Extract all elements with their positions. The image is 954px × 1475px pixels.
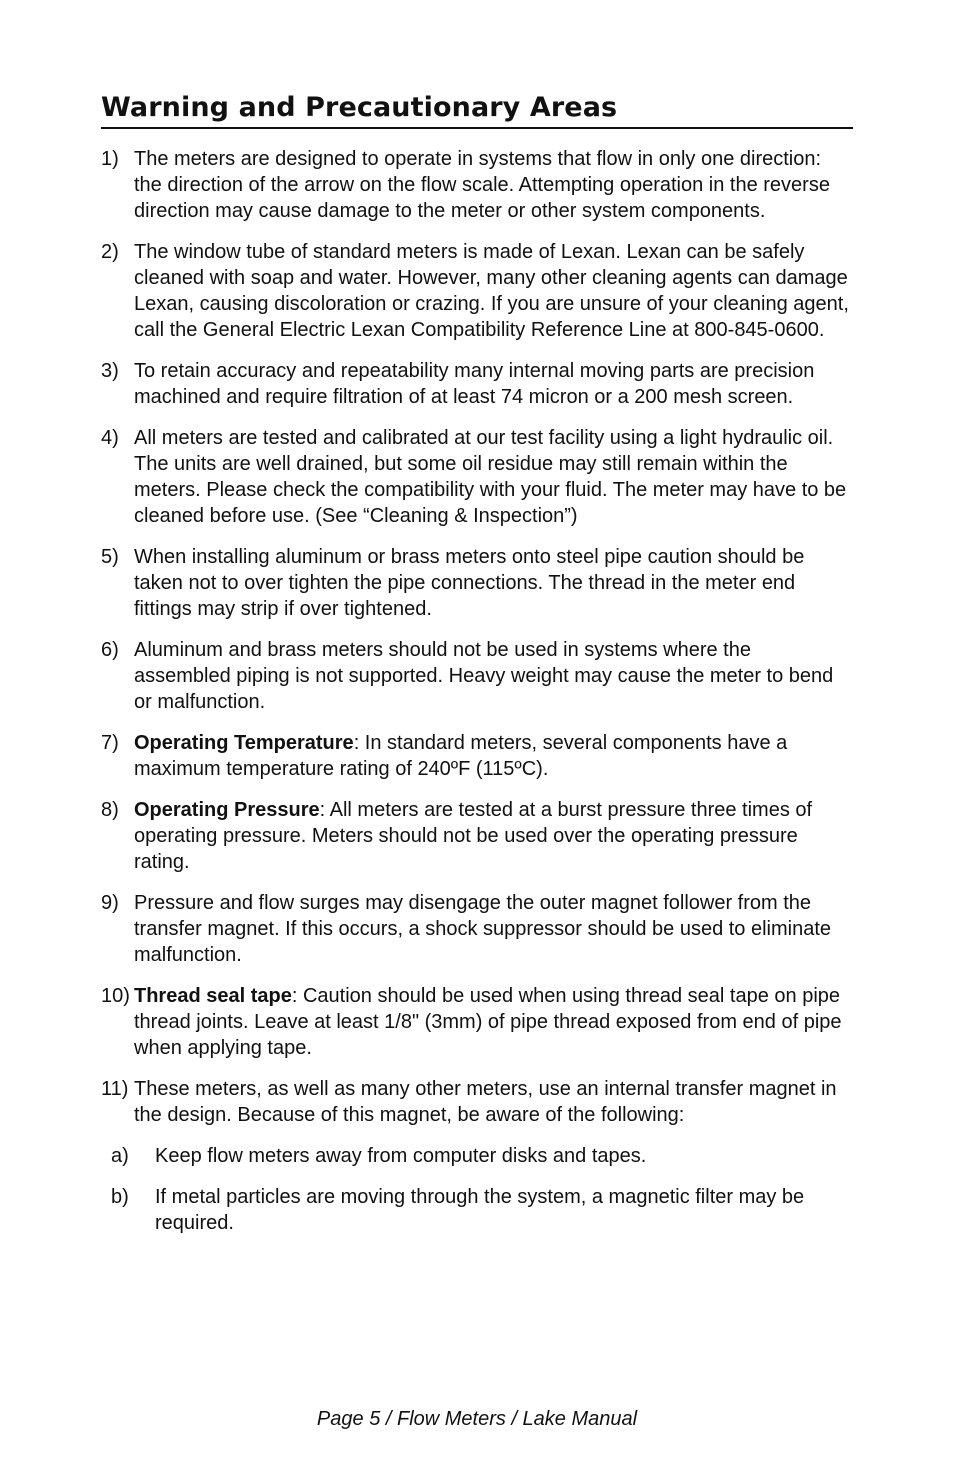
item-number: 11) [101,1078,129,1100]
item-body: : All meters are tested at a burst pressure three times of operating pressure. Meters should not be used over the operating pressure rating. [134,799,813,873]
list-item [101,797,853,875]
list-item [101,544,853,622]
list-item [101,146,853,224]
sub-item-text: Keep flow meters away from computer disks and tapes. [155,1145,647,1167]
item-number: 5) [101,546,119,568]
document-page [101,90,853,1251]
item-body: To retain accuracy and repeatability many internal moving parts are precision machined and require filtration of at least 74 micron or a 200 mesh screen. [134,360,815,408]
warning-list [101,146,853,1236]
item-text [134,983,853,1061]
item-number: 10) [101,985,130,1007]
item-text [134,890,853,968]
item-text [134,358,853,410]
item-lead: Thread seal tape [134,985,292,1007]
item-number: 8) [101,799,119,821]
item-number: 9) [101,892,119,914]
item-number: 4) [101,427,119,449]
item-number: 1) [101,148,119,170]
list-item [101,1076,853,1128]
page-footer: Page 5 / Flow Meters / Lake Manual [316,1408,638,1430]
item-body: : In standard meters, several components have a maximum temperature rating of 240ºF (115ºC). [134,732,788,780]
item-body: The meters are designed to operate in systems that flow in only one direction: the direction of the arrow on the flow scale. Attempting operation in the reverse direction may cause damage to the meter or other system components. [134,148,830,222]
list-item [101,425,853,529]
list-item [101,637,853,715]
item-body: Pressure and flow surges may disengage the outer magnet follower from the transfer magnet. If this occurs, a shock suppressor should be used to eliminate malfunction. [134,892,832,966]
item-body: All meters are tested and calibrated at our test facility using a light hydraulic oil. The units are well drained, but some oil residue may still remain within the meters. Please check the compatibility with your fluid. The meter may have to be cleaned before use. (See “Cleaning & Inspection”) [134,427,847,527]
item-text [134,544,853,622]
item-lead: Operating Pressure [134,799,320,821]
item-text [134,730,853,782]
page-title: Warning and Precautionary Areas [101,90,853,129]
sub-list [101,1143,853,1236]
sub-list-item [101,1143,853,1169]
item-number: 3) [101,360,119,382]
item-number: 2) [101,241,119,263]
list-item [101,983,853,1061]
item-text [134,637,853,715]
list-item [101,730,853,782]
list-item [101,358,853,410]
item-text [134,146,853,224]
item-number: 6) [101,639,119,661]
item-number: 7) [101,732,119,754]
item-text [134,1076,853,1128]
sub-item-letter: b) [111,1186,129,1208]
list-item [101,239,853,343]
list-item [101,890,853,968]
item-body: These meters, as well as many other meters, use an internal transfer magnet in the design. Because of this magnet, be aware of the following: [134,1078,837,1126]
sub-item-text: If metal particles are moving through the system, a magnetic filter may be required. [155,1186,805,1234]
item-text [134,797,853,875]
item-body: The window tube of standard meters is made of Lexan. Lexan can be safely cleaned with soap and water. However, many other cleaning agents can damage Lexan, causing discoloration or crazing. If you are unsure of your cleaning agent, call the General Electric Lexan Compatibility Reference Line at 800-845-0600. [134,241,849,341]
item-body: When installing aluminum or brass meters onto steel pipe caution should be taken not to over tighten the pipe connections. The thread in the meter end fittings may strip if over tightened. [134,546,805,620]
item-lead: Operating Temperature [134,732,354,754]
item-body: : Caution should be used when using thread seal tape on pipe thread joints. Leave at least 1/8" (3mm) of pipe thread exposed from end of pipe when applying tape. [134,985,842,1059]
item-text [134,425,853,529]
sub-item-letter: a) [111,1145,129,1167]
sub-list-item [101,1184,853,1236]
item-body: Aluminum and brass meters should not be used in systems where the assembled piping is not supported. Heavy weight may cause the meter to bend or malfunction. [134,639,834,713]
item-text [134,239,853,343]
